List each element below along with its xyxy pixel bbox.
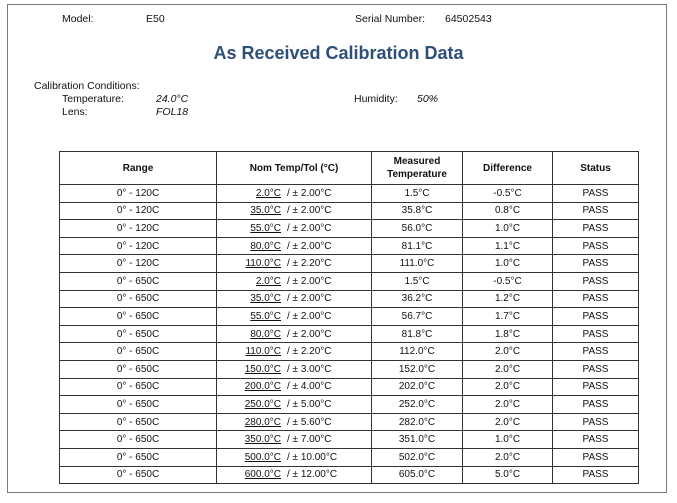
- nom-temp-tol-cell: [217, 360, 372, 378]
- range-cell: 0° - 650C: [60, 290, 217, 308]
- difference-cell: 1.0°C: [463, 255, 553, 273]
- nom-temp-tol-cell: [217, 396, 372, 414]
- range-cell: 0° - 650C: [60, 272, 217, 290]
- table-row: [60, 378, 639, 396]
- status-cell: PASS: [553, 290, 639, 308]
- nom-temp-value: 35.0°C: [250, 293, 281, 305]
- difference-cell: 2.0°C: [463, 343, 553, 361]
- difference-cell: 1.0°C: [463, 220, 553, 238]
- difference-cell: 1.8°C: [463, 325, 553, 343]
- nom-temp-tol-cell: [217, 466, 372, 484]
- nom-temp-value: 80.0°C: [250, 328, 281, 340]
- nom-temp-value: 280.0°C: [244, 416, 281, 428]
- difference-cell: 2.0°C: [463, 396, 553, 414]
- nom-temp-value: 55.0°C: [250, 310, 281, 322]
- difference-cell: 0.8°C: [463, 202, 553, 220]
- temperature-value: 24.0°C: [156, 93, 189, 105]
- table-row: [60, 308, 639, 326]
- measured-header-line1: Measured: [393, 156, 441, 167]
- nom-temp-value: 200.0°C: [244, 381, 281, 393]
- measured-temperature-cell: 351.0°C: [372, 431, 463, 449]
- calibration-conditions-heading: Calibration Conditions:: [34, 80, 140, 92]
- page-title: As Received Calibration Data: [213, 43, 464, 63]
- tolerance-value: / ± 3.00°C: [287, 363, 332, 375]
- nom-temp-tol-cell: [217, 413, 372, 431]
- table-row: [60, 290, 639, 308]
- difference-cell: 2.0°C: [463, 448, 553, 466]
- tolerance-value: / ± 2.00°C: [287, 205, 332, 217]
- range-cell: 0° - 120C: [60, 220, 217, 238]
- range-cell: 0° - 650C: [60, 325, 217, 343]
- measured-temperature-cell: 36.2°C: [372, 290, 463, 308]
- table-row: [60, 431, 639, 449]
- table-row: [60, 325, 639, 343]
- nom-temp-tol-cell: [217, 343, 372, 361]
- tolerance-value: / ± 2.20°C: [287, 258, 332, 270]
- status-cell: PASS: [553, 202, 639, 220]
- range-cell: 0° - 650C: [60, 396, 217, 414]
- range-cell: 0° - 120C: [60, 237, 217, 255]
- table-row: [60, 272, 639, 290]
- nom-temp-tol-column-header: Nom Temp/Tol (°C): [217, 152, 372, 185]
- tolerance-value: / ± 5.00°C: [287, 398, 332, 410]
- nom-temp-value: 2.0°C: [255, 187, 281, 199]
- nom-temp-tol-cell: [217, 185, 372, 203]
- table-row: [60, 255, 639, 273]
- serial-number-label: Serial Number:: [355, 13, 426, 25]
- tolerance-value: / ± 2.00°C: [287, 328, 332, 340]
- measured-temperature-cell: 252.0°C: [372, 396, 463, 414]
- status-column-header: Status: [553, 152, 639, 185]
- difference-cell: 1.1°C: [463, 237, 553, 255]
- difference-cell: 1.2°C: [463, 290, 553, 308]
- range-cell: 0° - 650C: [60, 360, 217, 378]
- range-cell: 0° - 650C: [60, 413, 217, 431]
- tolerance-value: / ± 10.00°C: [287, 451, 338, 463]
- difference-cell: 2.0°C: [463, 413, 553, 431]
- calibration-table-body: [60, 185, 639, 484]
- measured-temperature-cell: 56.7°C: [372, 308, 463, 326]
- measured-temperature-cell: 605.0°C: [372, 466, 463, 484]
- calibration-table: [59, 151, 639, 484]
- status-cell: PASS: [553, 343, 639, 361]
- nom-temp-tol-cell: [217, 237, 372, 255]
- range-cell: 0° - 650C: [60, 308, 217, 326]
- tolerance-value: / ± 5.60°C: [287, 416, 332, 428]
- difference-cell: -0.5°C: [463, 272, 553, 290]
- table-row: [60, 360, 639, 378]
- range-cell: 0° - 120C: [60, 185, 217, 203]
- status-cell: PASS: [553, 308, 639, 326]
- nom-temp-tol-cell: [217, 220, 372, 238]
- table-row: [60, 448, 639, 466]
- table-row: [60, 396, 639, 414]
- status-cell: PASS: [553, 378, 639, 396]
- nom-temp-value: 500.0°C: [244, 451, 281, 463]
- nom-temp-value: 2.0°C: [255, 275, 281, 287]
- tolerance-value: / ± 2.00°C: [287, 187, 332, 199]
- difference-cell: 1.0°C: [463, 431, 553, 449]
- tolerance-value: / ± 2.00°C: [287, 240, 332, 252]
- lens-value: FOL18: [156, 106, 189, 118]
- nom-temp-value: 110.0°C: [245, 258, 281, 270]
- measured-temperature-cell: 1.5°C: [372, 272, 463, 290]
- table-row: [60, 237, 639, 255]
- measured-temperature-cell: 202.0°C: [372, 378, 463, 396]
- measured-temperature-cell: 111.0°C: [372, 255, 463, 273]
- temperature-label: Temperature:: [62, 93, 124, 105]
- status-cell: PASS: [553, 272, 639, 290]
- measured-temperature-cell: 112.0°C: [372, 343, 463, 361]
- humidity-value: 50%: [417, 93, 439, 105]
- model-value: E50: [146, 13, 165, 25]
- nom-temp-value: 80.0°C: [250, 240, 281, 252]
- nom-temp-tol-cell: [217, 448, 372, 466]
- tolerance-value: / ± 2.00°C: [287, 293, 332, 305]
- nom-temp-value: 600.0°C: [244, 469, 281, 481]
- lens-label: Lens:: [62, 106, 88, 118]
- nom-temp-tol-cell: [217, 290, 372, 308]
- status-cell: PASS: [553, 466, 639, 484]
- nom-temp-value: 110.0°C: [245, 346, 281, 358]
- difference-cell: 2.0°C: [463, 378, 553, 396]
- range-cell: 0° - 650C: [60, 378, 217, 396]
- measured-temperature-cell: 35.8°C: [372, 202, 463, 220]
- table-header-row: [60, 152, 639, 185]
- table-row: [60, 220, 639, 238]
- nom-temp-value: 35.0°C: [250, 205, 281, 217]
- status-cell: PASS: [553, 255, 639, 273]
- measured-temperature-cell: 502.0°C: [372, 448, 463, 466]
- tolerance-value: / ± 4.00°C: [287, 381, 332, 393]
- difference-cell: 2.0°C: [463, 360, 553, 378]
- tolerance-value: / ± 7.00°C: [287, 434, 332, 446]
- measured-temperature-cell: 81.8°C: [372, 325, 463, 343]
- measured-temperature-cell: 152.0°C: [372, 360, 463, 378]
- range-cell: 0° - 650C: [60, 431, 217, 449]
- tolerance-value: / ± 2.00°C: [287, 222, 332, 234]
- range-cell: 0° - 120C: [60, 255, 217, 273]
- tolerance-value: / ± 2.00°C: [287, 310, 332, 322]
- nom-temp-value: 150.0°C: [244, 363, 281, 375]
- nom-temp-tol-cell: [217, 202, 372, 220]
- nom-temp-tol-cell: [217, 431, 372, 449]
- status-cell: PASS: [553, 448, 639, 466]
- nom-temp-tol-cell: [217, 378, 372, 396]
- status-cell: PASS: [553, 360, 639, 378]
- tolerance-value: / ± 2.00°C: [287, 275, 332, 287]
- table-row: [60, 202, 639, 220]
- range-cell: 0° - 650C: [60, 448, 217, 466]
- table-row: [60, 343, 639, 361]
- status-cell: PASS: [553, 431, 639, 449]
- model-label: Model:: [62, 13, 94, 25]
- tolerance-value: / ± 12.00°C: [287, 469, 338, 481]
- serial-number-value: 64502543: [445, 13, 492, 25]
- status-cell: PASS: [553, 237, 639, 255]
- difference-cell: -0.5°C: [463, 185, 553, 203]
- difference-column-header: Difference: [463, 152, 553, 185]
- nom-temp-value: 250.0°C: [244, 398, 281, 410]
- nom-temp-value: 55.0°C: [250, 222, 281, 234]
- measured-temperature-cell: 282.0°C: [372, 413, 463, 431]
- difference-cell: 1.7°C: [463, 308, 553, 326]
- measured-temperature-column-header: [372, 152, 463, 185]
- range-cell: 0° - 650C: [60, 343, 217, 361]
- nom-temp-tol-cell: [217, 308, 372, 326]
- nom-temp-value: 350.0°C: [244, 434, 281, 446]
- status-cell: PASS: [553, 396, 639, 414]
- humidity-label: Humidity:: [354, 93, 398, 105]
- range-cell: 0° - 120C: [60, 202, 217, 220]
- status-cell: PASS: [553, 325, 639, 343]
- measured-temperature-cell: 81.1°C: [372, 237, 463, 255]
- status-cell: PASS: [553, 413, 639, 431]
- range-column-header: Range: [60, 152, 217, 185]
- status-cell: PASS: [553, 185, 639, 203]
- range-cell: 0° - 650C: [60, 466, 217, 484]
- table-row: [60, 466, 639, 484]
- nom-temp-tol-cell: [217, 255, 372, 273]
- nom-temp-tol-cell: [217, 272, 372, 290]
- table-row: [60, 185, 639, 203]
- table-row: [60, 413, 639, 431]
- status-cell: PASS: [553, 220, 639, 238]
- difference-cell: 5.0°C: [463, 466, 553, 484]
- nom-temp-tol-cell: [217, 325, 372, 343]
- tolerance-value: / ± 2.20°C: [287, 346, 332, 358]
- measured-temperature-cell: 56.0°C: [372, 220, 463, 238]
- measured-temperature-cell: 1.5°C: [372, 185, 463, 203]
- measured-header-line2: Temperature: [387, 169, 447, 180]
